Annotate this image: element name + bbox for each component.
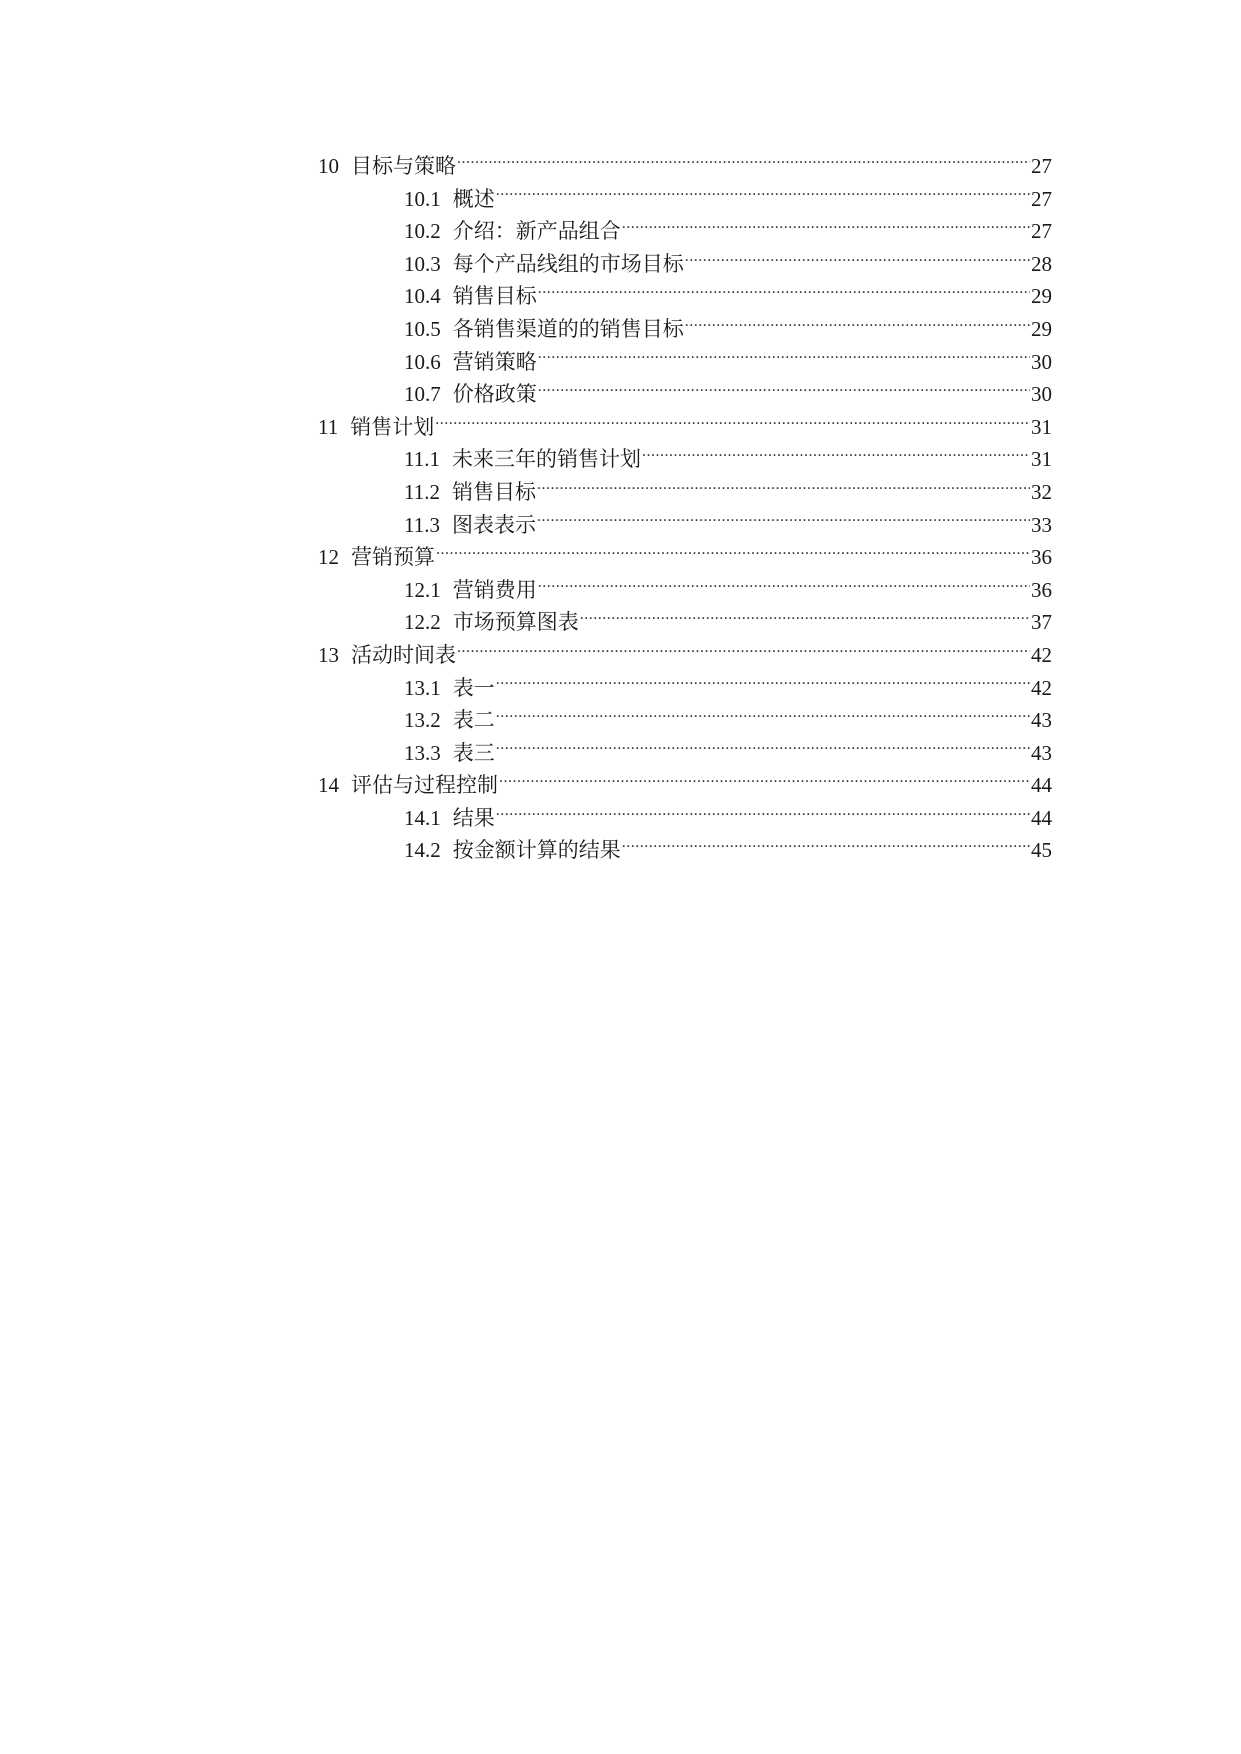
toc-entry[interactable] xyxy=(318,150,1052,183)
toc-entry-number: 11.2 xyxy=(404,479,440,504)
toc-entry-number: 10 xyxy=(318,154,339,178)
toc-entry-number: 10.6 xyxy=(404,349,441,374)
toc-dot-leader xyxy=(496,185,1030,206)
toc-entry[interactable] xyxy=(318,476,1052,509)
toc-entry-title: 介绍：新产品组合 xyxy=(452,219,621,244)
toc-dot-leader xyxy=(496,804,1030,825)
toc-entry-page-number: 27 xyxy=(1031,219,1052,244)
toc-entry[interactable] xyxy=(318,737,1052,770)
toc-entry-page-number: 31 xyxy=(1031,414,1052,439)
toc-dot-leader xyxy=(538,576,1030,597)
toc-entry-number: 12.1 xyxy=(404,577,441,602)
toc-entry-title: 评估与过程控制 xyxy=(351,773,498,798)
toc-entry-number: 10.1 xyxy=(404,186,441,211)
toc-entry[interactable] xyxy=(318,509,1052,542)
toc-entry-number: 13.2 xyxy=(404,708,441,733)
toc-entry-page-number: 32 xyxy=(1031,479,1052,504)
toc-dot-leader xyxy=(580,608,1030,629)
toc-entry-title: 各销售渠道的的销售目标 xyxy=(452,316,684,341)
toc-entry-page-number: 44 xyxy=(1031,805,1052,830)
toc-entry-number: 13.3 xyxy=(404,740,441,765)
toc-entry-title: 未来三年的销售计划 xyxy=(451,447,641,472)
toc-entry[interactable] xyxy=(318,183,1052,216)
toc-entry[interactable] xyxy=(318,802,1052,835)
table-of-contents xyxy=(318,150,1052,867)
toc-entry-number: 14 xyxy=(318,773,339,798)
toc-entry-page-number: 27 xyxy=(1031,154,1052,178)
toc-entry-title: 图表表示 xyxy=(451,512,536,537)
toc-entry-title: 结果 xyxy=(452,805,495,830)
toc-entry[interactable] xyxy=(318,346,1052,379)
toc-entry-title: 销售目标 xyxy=(451,479,536,504)
toc-entry-title: 表一 xyxy=(452,675,495,700)
toc-entry[interactable] xyxy=(318,704,1052,737)
toc-entry[interactable] xyxy=(318,672,1052,705)
toc-entry-title: 销售目标 xyxy=(452,284,537,309)
toc-entry-page-number: 27 xyxy=(1031,186,1052,211)
toc-entry-page-number: 43 xyxy=(1031,708,1052,733)
toc-dot-leader xyxy=(538,348,1030,369)
toc-entry[interactable] xyxy=(318,574,1052,607)
toc-dot-leader xyxy=(537,478,1030,499)
toc-dot-leader xyxy=(436,543,1030,564)
toc-dot-leader xyxy=(538,380,1030,401)
toc-entry[interactable] xyxy=(318,313,1052,346)
toc-dot-leader xyxy=(496,674,1030,695)
toc-entry-number: 12 xyxy=(318,545,339,570)
toc-entry[interactable] xyxy=(318,280,1052,313)
toc-entry-number: 10.4 xyxy=(404,284,441,309)
toc-dot-leader xyxy=(499,771,1030,792)
toc-dot-leader xyxy=(622,217,1030,238)
toc-dot-leader xyxy=(435,413,1030,434)
toc-entry-page-number: 43 xyxy=(1031,740,1052,765)
toc-dot-leader xyxy=(537,511,1030,532)
toc-entry-number: 13.1 xyxy=(404,675,441,700)
toc-entry-number: 10.5 xyxy=(404,316,441,341)
toc-entry-number: 11.1 xyxy=(404,447,440,472)
toc-entry[interactable] xyxy=(318,639,1052,672)
toc-entry-number: 12.2 xyxy=(404,610,441,635)
toc-entry-title: 营销费用 xyxy=(452,577,537,602)
toc-entry-page-number: 45 xyxy=(1031,838,1052,863)
toc-dot-leader xyxy=(642,445,1030,466)
toc-entry-number: 14.2 xyxy=(404,838,441,863)
toc-entry-number: 10.3 xyxy=(404,251,441,276)
toc-entry-title: 销售计划 xyxy=(350,414,435,439)
toc-entry-page-number: 42 xyxy=(1031,642,1052,667)
toc-entry[interactable] xyxy=(318,215,1052,248)
toc-entry-page-number: 42 xyxy=(1031,675,1052,700)
toc-entry-title: 每个产品线组的市场目标 xyxy=(452,251,684,276)
toc-entry-number: 14.1 xyxy=(404,805,441,830)
toc-entry[interactable] xyxy=(318,378,1052,411)
toc-entry-title: 按金额计算的结果 xyxy=(452,838,621,863)
toc-entry-title: 价格政策 xyxy=(452,382,537,407)
toc-dot-leader xyxy=(538,282,1030,303)
toc-entry-number: 10.2 xyxy=(404,219,441,244)
toc-entry-title: 概述 xyxy=(452,186,495,211)
toc-entry-title: 表二 xyxy=(452,708,495,733)
toc-dot-leader xyxy=(457,152,1030,173)
toc-entry-page-number: 44 xyxy=(1031,773,1052,798)
toc-entry-page-number: 33 xyxy=(1031,512,1052,537)
toc-entry-title: 活动时间表 xyxy=(351,642,456,667)
toc-entry-number: 13 xyxy=(318,642,339,667)
toc-entry[interactable] xyxy=(318,834,1052,867)
toc-entry-page-number: 36 xyxy=(1031,545,1052,570)
toc-entry-page-number: 30 xyxy=(1031,382,1052,407)
toc-entry-page-number: 28 xyxy=(1031,251,1052,276)
toc-entry[interactable] xyxy=(318,248,1052,281)
toc-entry[interactable] xyxy=(318,411,1052,444)
toc-entry-number: 11.3 xyxy=(404,512,440,537)
toc-entry[interactable] xyxy=(318,606,1052,639)
toc-dot-leader xyxy=(685,250,1030,271)
toc-entry[interactable] xyxy=(318,541,1052,574)
toc-entry-page-number: 29 xyxy=(1031,316,1052,341)
toc-entry-page-number: 31 xyxy=(1031,447,1052,472)
toc-entry-title: 营销预算 xyxy=(351,545,435,570)
toc-dot-leader xyxy=(496,739,1030,760)
toc-entry-title: 市场预算图表 xyxy=(452,610,579,635)
toc-entry[interactable] xyxy=(318,769,1052,802)
toc-entry-title: 目标与策略 xyxy=(351,154,456,178)
toc-entry[interactable] xyxy=(318,443,1052,476)
toc-entry-page-number: 30 xyxy=(1031,349,1052,374)
toc-dot-leader xyxy=(685,315,1030,336)
toc-entry-number: 10.7 xyxy=(404,382,441,407)
toc-dot-leader xyxy=(496,706,1030,727)
toc-entry-page-number: 37 xyxy=(1031,610,1052,635)
toc-dot-leader xyxy=(622,836,1030,857)
toc-entry-page-number: 29 xyxy=(1031,284,1052,309)
toc-entry-number: 11 xyxy=(318,414,339,439)
toc-dot-leader xyxy=(457,641,1030,662)
toc-entry-title: 营销策略 xyxy=(452,349,537,374)
toc-entry-title: 表三 xyxy=(452,740,495,765)
toc-entry-page-number: 36 xyxy=(1031,577,1052,602)
